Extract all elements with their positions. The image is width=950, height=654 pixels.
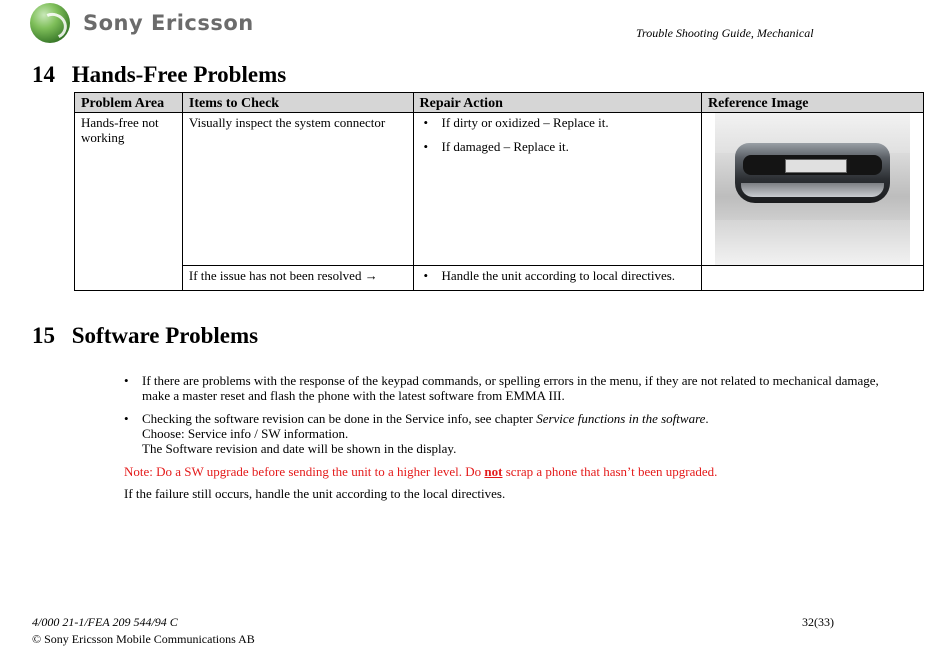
software-bullet-list xyxy=(120,373,900,464)
failure-text: If the failure still occurs, handle the unit according to the local directives. xyxy=(124,486,506,501)
table-header-row xyxy=(75,93,924,113)
list-item: • If damaged – Replace it. xyxy=(420,139,696,154)
system-connector-photo xyxy=(715,113,910,265)
section-number: 14 xyxy=(32,62,55,87)
list-item: • Handle the unit according to local directives. xyxy=(420,268,696,283)
action-cell xyxy=(413,266,702,291)
bullet-text: Checking the software revision can be done in the Service info, see chapter xyxy=(142,411,537,426)
action-cell xyxy=(413,113,702,266)
doc-title: Trouble Shooting Guide, Mechanical xyxy=(636,26,814,40)
problem-area-cell: Hands-free not working xyxy=(75,113,183,291)
section-15-heading xyxy=(32,323,258,349)
note-text xyxy=(124,464,717,480)
column-header: Repair Action xyxy=(413,93,702,113)
copyright: © Sony Ericsson Mobile Communications AB xyxy=(32,632,255,646)
doc-id: 4/000 21-1/FEA 209 544/94 C xyxy=(32,615,178,629)
list-item: • If there are problems with the response of the keypad commands, or spelling errors in the menu, if they are not related to mechanical damage, make a master reset and flash the phone with the latest software from EMMA III. xyxy=(120,373,900,403)
bullet-text: The Software revision and date will be shown in the display. xyxy=(142,441,457,456)
list-item: • If dirty or oxidized – Replace it. xyxy=(420,115,696,130)
brand-name: Sony Ericsson xyxy=(83,11,254,35)
sony-ericsson-logo xyxy=(30,2,254,44)
arrow-right-icon: → xyxy=(364,268,378,283)
empty-cell xyxy=(702,266,924,291)
table-row xyxy=(75,113,924,266)
hands-free-table xyxy=(74,92,924,291)
section-title: Software Problems xyxy=(71,323,259,348)
page-number: 32(33) xyxy=(802,615,834,629)
section-title: Hands-Free Problems xyxy=(71,62,287,87)
column-header: Reference Image xyxy=(702,93,924,113)
bullet-text: Choose: Service info / SW information. xyxy=(142,426,349,441)
check-text: If the issue has not been resolved xyxy=(188,268,362,283)
list-item xyxy=(120,411,900,456)
check-cell: Visually inspect the system connector xyxy=(182,113,413,266)
section-number: 15 xyxy=(32,323,55,348)
note-emphasis: not xyxy=(484,464,503,479)
reference-image-cell xyxy=(702,113,924,266)
check-cell xyxy=(182,266,413,291)
column-header: Problem Area xyxy=(75,93,183,113)
note-segment: scrap a phone that hasn’t been upgraded. xyxy=(502,464,718,479)
section-14-heading xyxy=(32,62,286,88)
note-segment: Note: Do a SW upgrade before sending the unit to a higher level. Do xyxy=(124,464,485,479)
chapter-reference: Service functions in the software xyxy=(536,411,706,426)
sony-ericsson-logo-icon xyxy=(30,3,70,43)
table-row xyxy=(75,266,924,291)
column-header: Items to Check xyxy=(182,93,413,113)
bullet-text: . xyxy=(705,411,709,426)
